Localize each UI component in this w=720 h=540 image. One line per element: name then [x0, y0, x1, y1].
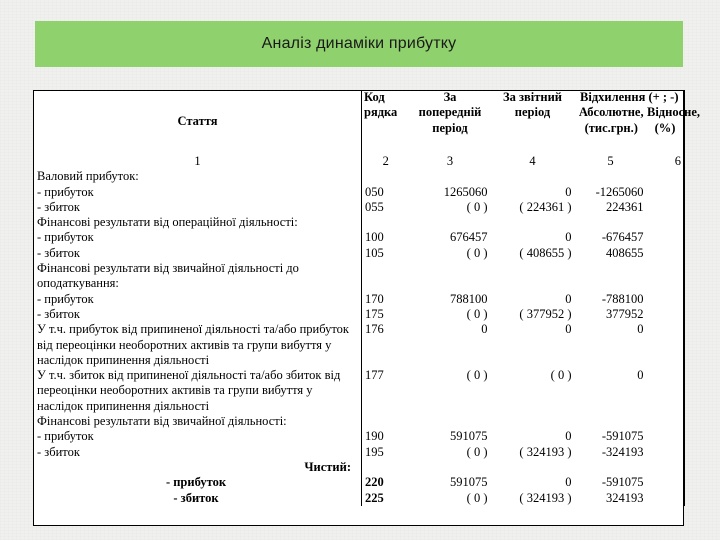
row-prev-period	[410, 261, 491, 292]
row-prev-period: 591075	[450, 429, 488, 444]
row-relative	[647, 169, 685, 184]
row-article: Фінансові результати від звичайної діяльності до оподаткування:	[34, 261, 362, 292]
row-relative	[647, 414, 685, 429]
row-prev-period: 676457	[450, 230, 488, 245]
header-report-period-label: За звітний період	[503, 90, 562, 120]
net-label-row	[34, 460, 685, 475]
col-num-5: 5	[607, 154, 614, 168]
net-profit-prev: 591075	[450, 475, 488, 490]
profit-analysis-table	[33, 90, 701, 526]
row-relative	[647, 185, 685, 200]
row-relative	[647, 368, 685, 414]
row-code: 055	[362, 200, 410, 215]
row-code: 105	[362, 246, 410, 261]
col-num-3: 3	[446, 154, 454, 168]
row-article: - збиток	[34, 200, 362, 215]
header-code	[362, 90, 410, 154]
col-num-6: 6	[647, 154, 685, 169]
row-code	[362, 215, 410, 230]
row-report-period: ( 408655 )	[519, 245, 572, 260]
row-report-period	[491, 261, 575, 292]
row-relative	[647, 322, 685, 368]
row-absolute: -788100	[601, 291, 644, 306]
row-report-period: ( 0 )	[550, 368, 572, 383]
row-absolute	[575, 169, 647, 184]
row-article: Фінансові результати від звичайної діяльності:	[34, 414, 362, 429]
column-numbers-row	[34, 154, 685, 169]
row-absolute: 0	[637, 368, 644, 383]
row-prev-period: ( 0 )	[466, 444, 488, 459]
row-prev-period: ( 0 )	[466, 368, 488, 383]
net-profit-code: 220	[362, 475, 410, 490]
row-code	[362, 414, 410, 429]
row-relative	[647, 292, 685, 307]
row-article: - збиток	[34, 246, 362, 261]
row-prev-period: ( 0 )	[466, 306, 488, 321]
row-absolute: 224361	[606, 199, 644, 214]
col-num-4: 4	[529, 154, 536, 168]
header-article-label: Стаття	[177, 114, 218, 129]
row-report-period	[491, 414, 575, 429]
row-article: Валовий прибуток:	[34, 169, 362, 184]
row-prev-period: 0	[481, 322, 488, 337]
col-num-2: 2	[362, 154, 410, 169]
row-relative	[647, 246, 685, 261]
row-article: - збиток	[34, 307, 362, 322]
row-prev-period: 788100	[450, 291, 488, 306]
header-code-label: Код рядка	[364, 90, 398, 120]
net-loss-report: ( 324193 )	[519, 490, 572, 505]
row-report-period: ( 224361 )	[519, 199, 572, 214]
net-section	[34, 460, 685, 506]
table-body	[34, 169, 685, 460]
row-code: 176	[362, 322, 410, 368]
header-prev-period-label: За попередній період	[418, 90, 482, 135]
row-code	[362, 261, 410, 292]
net-loss-prev: ( 0 )	[466, 490, 488, 505]
table-row	[34, 215, 685, 230]
net-loss-abs: 324193	[606, 490, 644, 505]
table-row	[34, 292, 685, 307]
net-loss-row	[34, 491, 685, 506]
table-row	[34, 200, 685, 215]
header-report-period	[491, 90, 575, 154]
row-prev-period	[410, 414, 491, 429]
row-absolute: -324193	[601, 444, 644, 459]
table-row	[34, 368, 685, 414]
row-absolute	[575, 414, 647, 429]
row-absolute: 408655	[606, 245, 644, 260]
table-row	[34, 246, 685, 261]
header-absolute-label: Абсолютне, (тис.грн.)	[578, 105, 644, 135]
header-relative-label: Відносне, (%)	[647, 105, 701, 135]
row-code	[362, 169, 410, 184]
row-report-period	[491, 169, 575, 184]
row-absolute	[575, 261, 647, 292]
row-prev-period	[410, 215, 491, 230]
header-row	[34, 90, 685, 154]
row-article: - прибуток	[34, 185, 362, 200]
row-absolute: 377952	[606, 306, 644, 321]
row-relative	[647, 445, 685, 460]
row-article: - прибуток	[34, 230, 362, 245]
row-code: 190	[362, 429, 410, 444]
row-relative	[647, 307, 685, 322]
row-article: Фінансові результати від операційної діяльності:	[34, 215, 362, 230]
row-report-period: ( 324193 )	[519, 444, 572, 459]
row-absolute	[575, 215, 647, 230]
table-row	[34, 261, 685, 292]
row-code: 170	[362, 292, 410, 307]
row-report-period: 0	[565, 184, 572, 199]
row-absolute: -676457	[601, 230, 644, 245]
table-row	[34, 322, 685, 368]
row-code: 100	[362, 230, 410, 245]
row-relative	[647, 215, 685, 230]
row-report-period: ( 377952 )	[519, 306, 572, 321]
net-loss-code: 225	[362, 491, 410, 506]
row-article: У т.ч. прибуток від припиненої діяльності та/або прибуток від переоцінки необоротних активів та групи вибуття у наслідок припинення діяльності	[34, 322, 362, 368]
row-article: - збиток	[34, 445, 362, 460]
row-article: - прибуток	[34, 429, 362, 444]
table-row	[34, 169, 685, 184]
net-profit-rel	[647, 475, 685, 490]
table-row	[34, 445, 685, 460]
table-row	[34, 414, 685, 429]
net-loss-article: - збиток	[34, 491, 362, 506]
net-loss-rel	[647, 491, 685, 506]
table-grid	[33, 90, 701, 506]
header-article	[34, 90, 362, 154]
row-relative	[647, 429, 685, 444]
row-code: 195	[362, 445, 410, 460]
net-profit-row	[34, 475, 685, 490]
row-code: 175	[362, 307, 410, 322]
header-deviation-label: Відхилення (+ ; -)	[580, 90, 679, 104]
row-report-period	[491, 215, 575, 230]
row-code: 177	[362, 368, 410, 414]
table-row	[34, 230, 685, 245]
table-row	[34, 307, 685, 322]
header-prev-period	[410, 90, 491, 154]
row-report-period: 0	[565, 230, 572, 245]
col-num-1: 1	[34, 154, 362, 169]
net-label: Чистий:	[34, 460, 362, 475]
row-absolute: 0	[637, 322, 644, 337]
row-report-period: 0	[565, 322, 572, 337]
row-prev-period: ( 0 )	[466, 199, 488, 214]
row-prev-period: ( 0 )	[466, 245, 488, 260]
row-article: У т.ч. збиток від припиненої діяльності та/або збиток від переоцінки необоротних активів та групи вибуття у наслідок припинення діяльності	[34, 368, 362, 414]
row-code: 050	[362, 185, 410, 200]
table-row	[34, 185, 685, 200]
title-banner	[35, 21, 683, 67]
net-profit-article: - прибуток	[34, 475, 362, 490]
row-prev-period: 1265060	[443, 184, 488, 199]
row-article: - прибуток	[34, 292, 362, 307]
header-deviation	[575, 90, 701, 154]
net-profit-abs: -591075	[601, 475, 644, 490]
row-report-period: 0	[565, 429, 572, 444]
row-relative	[647, 200, 685, 215]
row-report-period: 0	[565, 291, 572, 306]
page-title: Аналіз динаміки прибутку	[261, 35, 457, 52]
row-prev-period	[410, 169, 491, 184]
table-row	[34, 429, 685, 444]
row-absolute: -591075	[601, 429, 644, 444]
row-absolute: -1265060	[595, 184, 644, 199]
net-profit-report: 0	[565, 475, 572, 490]
row-relative	[647, 261, 685, 292]
row-relative	[647, 230, 685, 245]
